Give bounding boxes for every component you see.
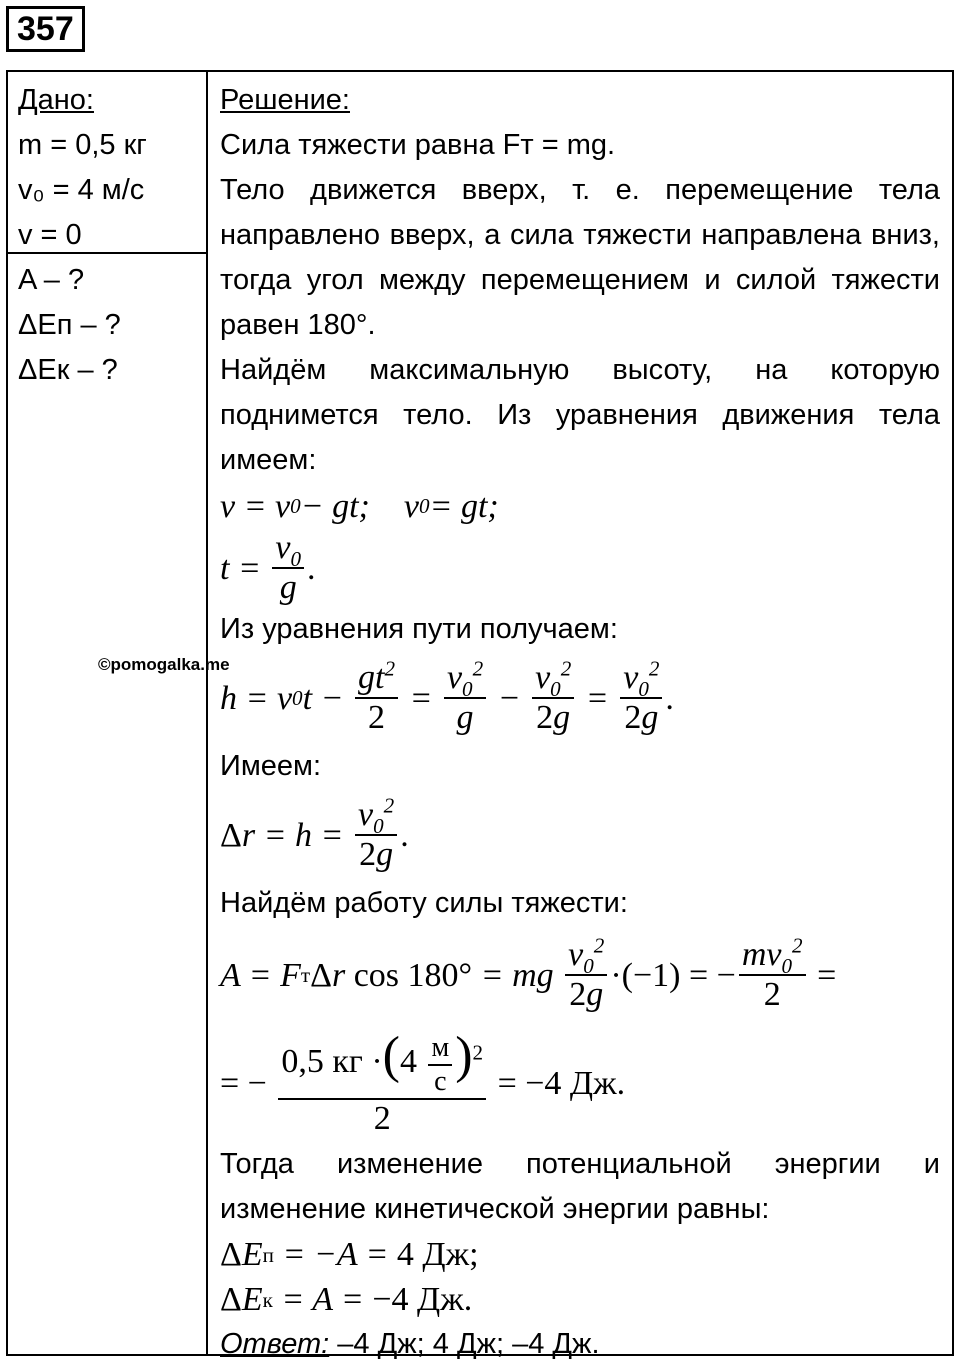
solution-paragraph: Найдём максимальную высоту, на которую поднимется тело. Из уравнения движения тела имеем: <box>220 354 940 476</box>
answer-label: Ответ: <box>220 1328 330 1360</box>
given-line: v = 0 <box>18 219 82 251</box>
formula-time: t = $\frac{v_0}{g}$ . <box>220 529 316 606</box>
given-line: m = 0,5 кг <box>18 129 147 161</box>
solution-paragraph: Сила тяжести равна Fт = mg. <box>220 129 616 161</box>
find-line: ΔEк – ? <box>18 354 118 386</box>
formula-motion: v = v 0 − gt; v 0 = gt; <box>220 487 499 525</box>
find-line: A – ? <box>18 264 85 296</box>
watermark: ©pomogalka.me <box>98 655 230 674</box>
solution-paragraph: Из уравнения пути получаем: <box>220 613 618 645</box>
formula-displacement: Δ r = h = $\frac{v_0^2}{2g}$ . <box>220 793 409 873</box>
problem-number: 357 <box>6 6 85 52</box>
find-line: ΔEп – ? <box>18 309 121 341</box>
solution-paragraph: Тогда изменение потенциальной энергии и изменение кинетической энергии равны: <box>220 1148 940 1225</box>
solution-paragraph: Имеем: <box>220 750 322 782</box>
answer-text: –4 Дж; 4 Дж; –4 Дж. <box>329 1328 600 1360</box>
formula-work: A = F т Δ r cos 180° = mg $\frac{v_0^2}{2g}$ ·(−1) = − $\frac{mv_0^2}{2}$ = <box>220 933 837 1013</box>
answer-line <box>220 1322 940 1367</box>
formula-kinetic: Δ E к = A = −4 Дж. <box>220 1281 473 1318</box>
find-block <box>8 254 206 397</box>
given-line: v₀ = 4 м/с <box>18 174 145 206</box>
given-block <box>8 72 206 254</box>
solution-frame <box>6 70 954 1360</box>
solution-paragraph: Тело движется вверх, т. е. перемещение тела направлено вверх, а сила тяжести направлена вниз, тогда угол между перемещением и силой тяжести равен 180°. <box>220 174 940 341</box>
formula-potential: Δ E п = −A = 4 Дж; <box>220 1236 479 1273</box>
given-column <box>8 72 208 1354</box>
formula-height: h = v 0 t − $\frac{gt^2}{2}$ = $\frac{v_0^2}{g}$ − $\frac{v_0^2}{2g}$ = $\frac{v_0^2}{2g}$ . <box>220 656 674 736</box>
given-title: Дано: <box>18 84 94 116</box>
solution-paragraph: Найдём работу силы тяжести: <box>220 887 628 919</box>
formula-work-numeric: = − 0,5 кг ·(4 $\frac{м}{с}$ )$^2$ 2 = −4 Дж. <box>220 1027 626 1137</box>
solution-title: Решение: <box>220 84 350 116</box>
solution-column <box>208 72 952 1367</box>
